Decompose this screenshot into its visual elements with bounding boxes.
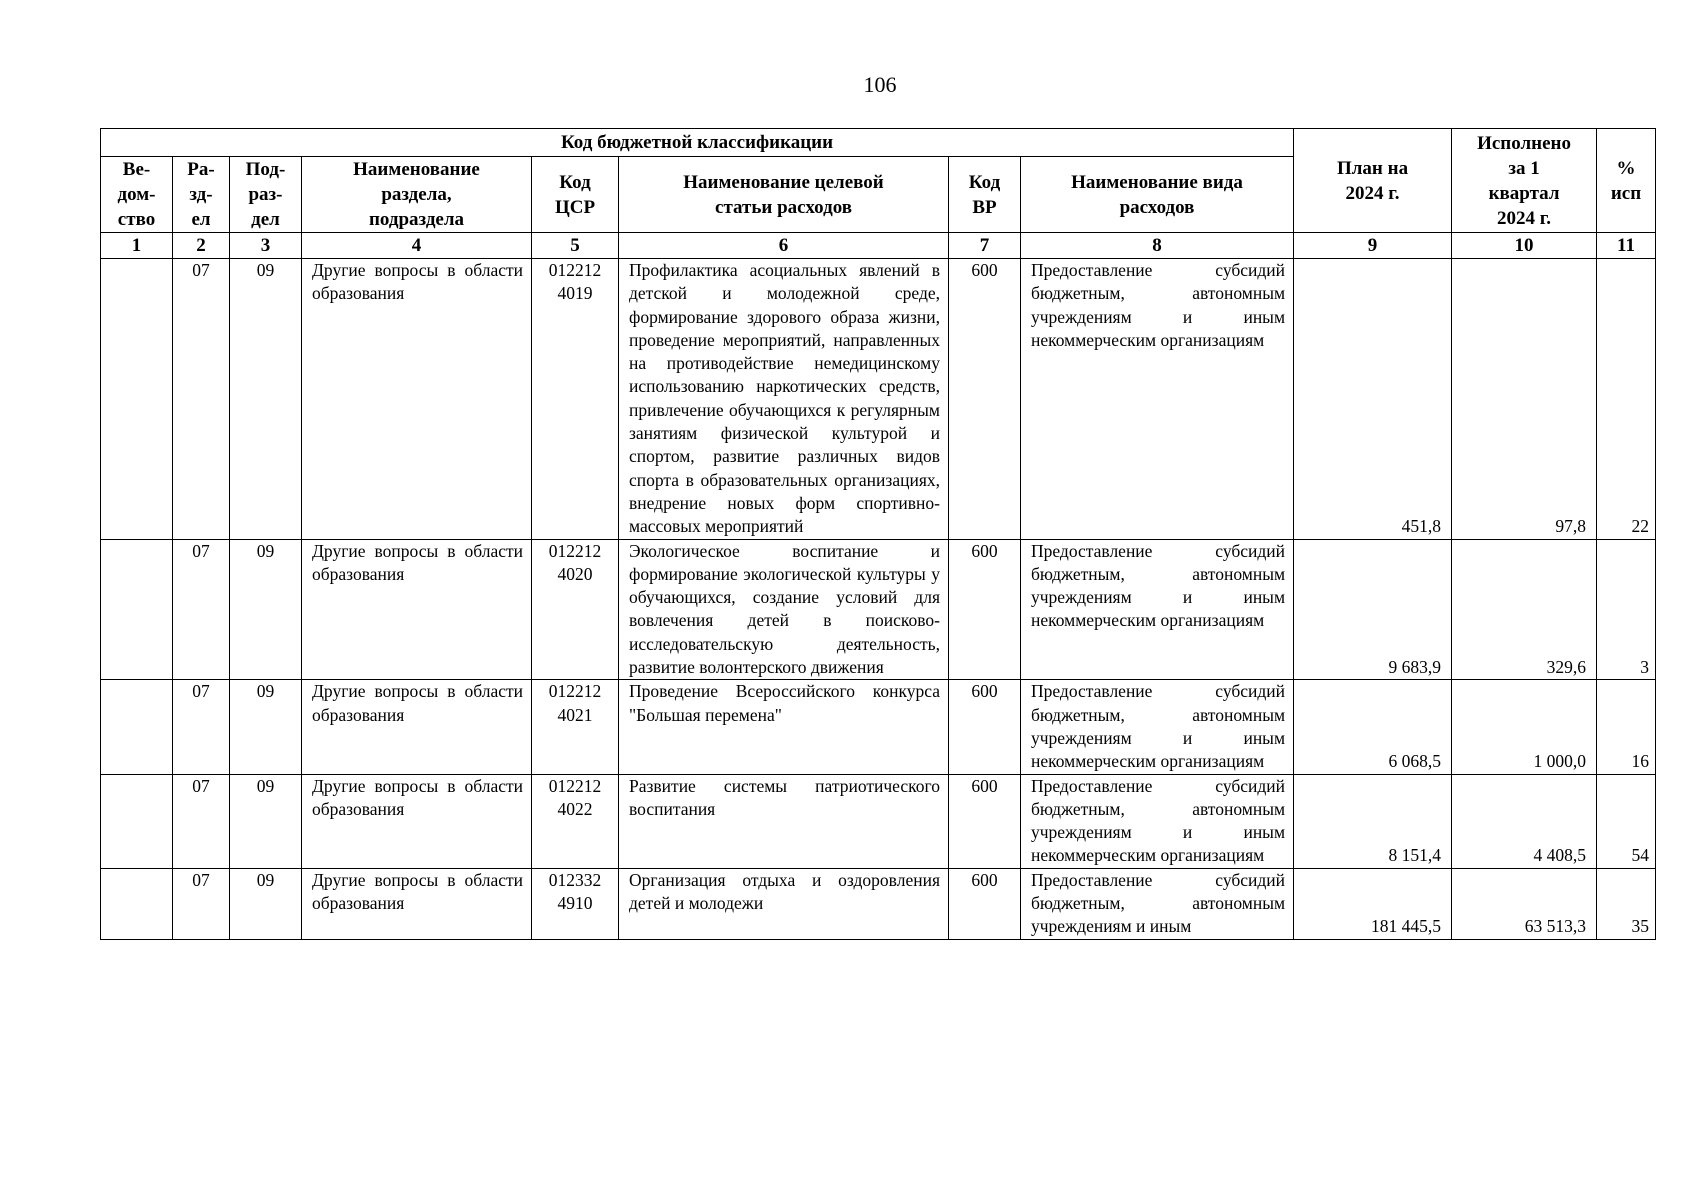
budget-classification-header: Код бюджетной классификации [101,129,1294,157]
cell-executed: 63 513,3 [1452,868,1597,939]
table-row [101,680,1656,774]
col-header-target-name: Наименование целевой статьи расходов [619,157,949,233]
cell-percent: 16 [1597,680,1656,774]
header-group-row [101,129,1656,157]
cell-plan: 6 068,5 [1294,680,1452,774]
cell-podrazdel: 09 [230,868,302,939]
col-number: 6 [619,233,949,259]
col-number: 9 [1294,233,1452,259]
cell-csr: 012212 4022 [532,774,619,868]
cell-executed: 1 000,0 [1452,680,1597,774]
cell-plan: 9 683,9 [1294,539,1452,680]
cell-percent: 22 [1597,259,1656,540]
cell-percent: 3 [1597,539,1656,680]
table-row [101,259,1656,540]
cell-plan: 451,8 [1294,259,1452,540]
cell-csr: 012332 4910 [532,868,619,939]
col-number: 10 [1452,233,1597,259]
col-header-razdel-name: Наименование раздела, подраздела [302,157,532,233]
col-header-vedomstvo: Ве- дом- ство [101,157,173,233]
cell-percent: 54 [1597,774,1656,868]
cell-plan: 181 445,5 [1294,868,1452,939]
cell-csr: 012212 4021 [532,680,619,774]
cell-razdel: 07 [173,680,230,774]
table-row [101,774,1656,868]
col-number: 1 [101,233,173,259]
cell-vr: 600 [949,868,1021,939]
cell-vr: 600 [949,680,1021,774]
cell-target-name: Организация отдыха и оздоровления детей и молодежи [619,868,949,939]
cell-razdel-name: Другие вопросы в области образования [302,539,532,680]
cell-target-name: Профилактика асоциальных явлений в детской и молодежной среде, формирование здорового образа жизни, проведение мероприятий, направленных на противодействие немедицинскому использованию наркотических средств, привлечение обучающихся к регулярным занятиям физической культурой и спортом, развитие различных видов спорта в образовательных организациях, внедрение новых форм спортивно-массовых мероприятий [619,259,949,540]
cell-podrazdel: 09 [230,539,302,680]
cell-csr: 012212 4020 [532,539,619,680]
col-number: 4 [302,233,532,259]
col-header-vr: Код ВР [949,157,1021,233]
cell-vr: 600 [949,774,1021,868]
cell-csr: 012212 4019 [532,259,619,540]
cell-razdel-name: Другие вопросы в области образования [302,259,532,540]
table-row [101,868,1656,939]
table-row [101,539,1656,680]
cell-podrazdel: 09 [230,680,302,774]
cell-plan: 8 151,4 [1294,774,1452,868]
col-number: 11 [1597,233,1656,259]
cell-executed: 329,6 [1452,539,1597,680]
col-header-razdel: Ра- зд- ел [173,157,230,233]
col-number: 3 [230,233,302,259]
col-header-podrazdel: Под- раз- дел [230,157,302,233]
cell-executed: 4 408,5 [1452,774,1597,868]
cell-razdel-name: Другие вопросы в области образования [302,680,532,774]
cell-vr-name: Предоставление субсидий бюджетным, автономным учреждениям и иным некоммерческим организациям [1021,539,1294,680]
cell-vedomstvo [101,868,173,939]
cell-vr: 600 [949,539,1021,680]
cell-vr-name: Предоставление субсидий бюджетным, автономным учреждениям и иным некоммерческим организациям [1021,774,1294,868]
col-header-vr-name: Наименование вида расходов [1021,157,1294,233]
cell-target-name: Экологическое воспитание и формирование экологической культуры у обучающихся, создание условий для вовлечения детей в поисково-исследовательскую деятельность, развитие волонтерского движения [619,539,949,680]
col-number: 5 [532,233,619,259]
cell-executed: 97,8 [1452,259,1597,540]
page-number: 106 [863,72,897,97]
cell-target-name: Проведение Всероссийского конкурса "Большая перемена" [619,680,949,774]
cell-vedomstvo [101,774,173,868]
cell-razdel: 07 [173,868,230,939]
cell-razdel-name: Другие вопросы в области образования [302,868,532,939]
col-header-plan: План на 2024 г. [1294,129,1452,233]
cell-vr-name: Предоставление субсидий бюджетным, автономным учреждениям и иным [1021,868,1294,939]
cell-target-name: Развитие системы патриотического воспитания [619,774,949,868]
cell-vr-name: Предоставление субсидий бюджетным, автономным учреждениям и иным некоммерческим организациям [1021,259,1294,540]
budget-execution-table [100,128,1656,940]
col-number: 2 [173,233,230,259]
cell-razdel: 07 [173,774,230,868]
col-header-percent: % исп [1597,129,1656,233]
cell-podrazdel: 09 [230,259,302,540]
header-number-row [101,233,1656,259]
cell-vr: 600 [949,259,1021,540]
cell-vedomstvo [101,539,173,680]
col-number: 7 [949,233,1021,259]
cell-razdel-name: Другие вопросы в области образования [302,774,532,868]
cell-vedomstvo [101,259,173,540]
cell-vedomstvo [101,680,173,774]
cell-vr-name: Предоставление субсидий бюджетным, автономным учреждениям и иным некоммерческим организациям [1021,680,1294,774]
cell-podrazdel: 09 [230,774,302,868]
col-number: 8 [1021,233,1294,259]
col-header-executed: Исполнено за 1 квартал 2024 г. [1452,129,1597,233]
cell-razdel: 07 [173,539,230,680]
cell-razdel: 07 [173,259,230,540]
col-header-csr: Код ЦСР [532,157,619,233]
cell-percent: 35 [1597,868,1656,939]
